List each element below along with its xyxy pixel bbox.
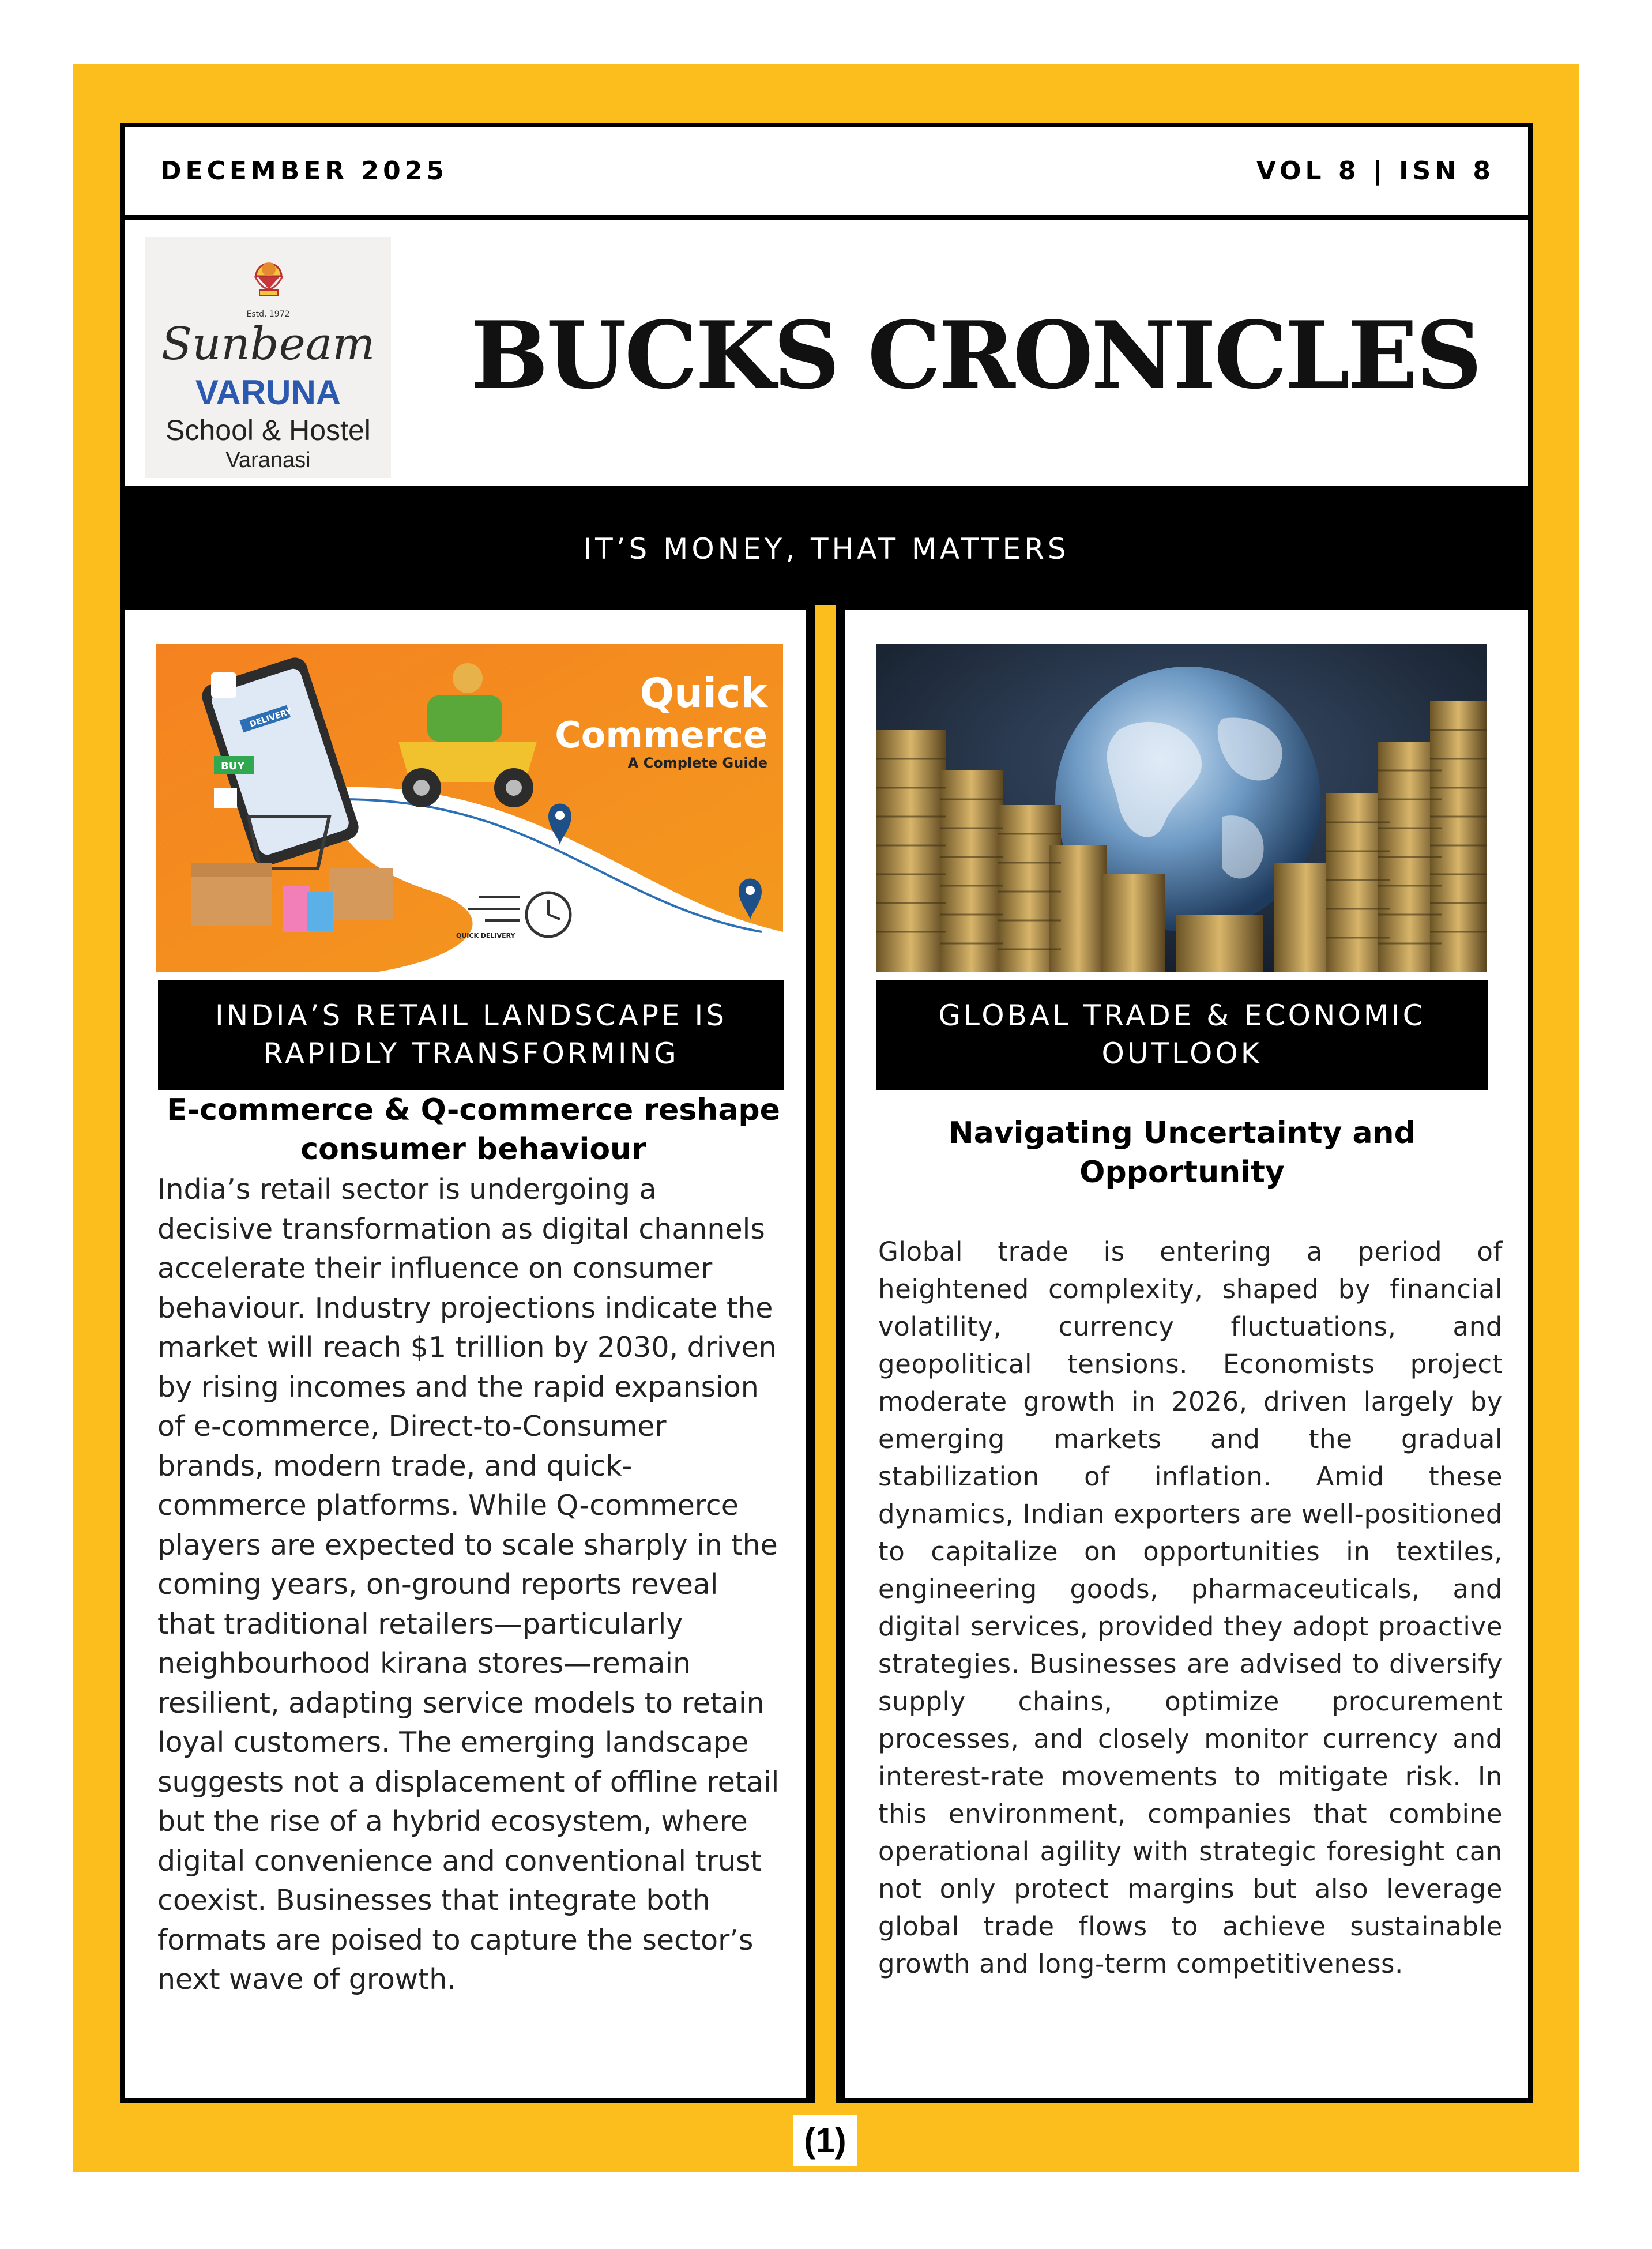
tag-buy: BUY (221, 760, 245, 772)
article-subheading-trade: Navigating Uncertainty and Opportunity (949, 1116, 1416, 1190)
right-article (840, 606, 1533, 2103)
article-subheading-retail: E-commerce & Q-commerce reshape consumer behaviour (167, 1093, 780, 1167)
tagline-band (120, 486, 1533, 610)
issue-bar (120, 123, 1533, 220)
section-heading-retail: INDIA’S RETAIL LANDSCAPE IS RAPIDLY TRANSFORMING (158, 980, 784, 1090)
quick-commerce-image (156, 644, 783, 972)
article-body-trade: Global trade is entering a period of heightened complexity, shaped by financial volatility, currency fluctuations, and geopolitical tensions. Economists project moderate growth in 2026, driven largely by emerging markets and the gradual stabilization of inflation. Amid these dynamics, Indian exporters are well-positioned to capitalize on opportunities in textiles, engineering goods, pharmaceuticals, and digital services, provided they adopt proactive strategies. Businesses are advised to diversify supply chains, optimize procurement processes, and closely monitor currency and interest-rate movements to mitigate risk. In this environment, companies that combine operational agility with strategic foresight can not only protect margins but also leverage global trade flows to achieve sustainable growth and long-term competitiveness. (878, 1236, 1503, 1979)
newsletter-title: BUCKS CRONICLES (471, 301, 1480, 409)
school-logo (145, 237, 391, 478)
image-heading-quick: Quick (639, 670, 767, 717)
logo-city: Varanasi (225, 448, 311, 472)
logo-varuna: VARUNA (195, 373, 341, 412)
page-number: (1) (793, 2115, 857, 2166)
masthead (120, 215, 1533, 491)
column-divider (810, 606, 840, 2103)
globe-coins-image (876, 644, 1487, 972)
logo-sunbeam: Sunbeam (161, 318, 375, 370)
tagline: IT’S MONEY, THAT MATTERS (583, 532, 1070, 566)
left-article (120, 606, 810, 2103)
article-body-retail: India’s retail sector is undergoing a decisive transformation as digital channels accelerate their influence on consumer behaviour. Industry projections indicate the market will reach $1 trillion by 2030, driven by rising incomes and the rapid expansion of e-commerce, Direct-to-Consumer brands, modern trade, and quick-commerce platforms. While Q-commerce players are expected to scale sharply in the coming years, on-ground reports reveal that traditional retailers—particularly neighbourhood kirana stores—remain resilient, adapting service models to retain loyal customers. The emerging landscape suggests not a displacement of offline retail but the rise of a hybrid ecosystem, where digital convenience and conventional trust coexist. Businesses that integrate both formats are poised to capture the sector’s next wave of growth. (157, 1173, 780, 1996)
logo-estd: Estd. 1972 (246, 310, 290, 319)
issue-date: DECEMBER 2025 (160, 156, 448, 186)
issue-volume: VOL 8 | ISN 8 (1256, 156, 1495, 186)
tag-delivery: DELIVERY (249, 706, 293, 729)
tag-quick-delivery: QUICK DELIVERY (456, 932, 515, 939)
image-subheading: A Complete Guide (627, 755, 767, 771)
logo-school-hostel: School & Hostel (165, 414, 371, 446)
emblem-icon (254, 242, 284, 305)
section-heading-trade: GLOBAL TRADE & ECONOMIC OUTLOOK (876, 980, 1488, 1090)
image-heading-commerce: Commerce (555, 714, 767, 756)
